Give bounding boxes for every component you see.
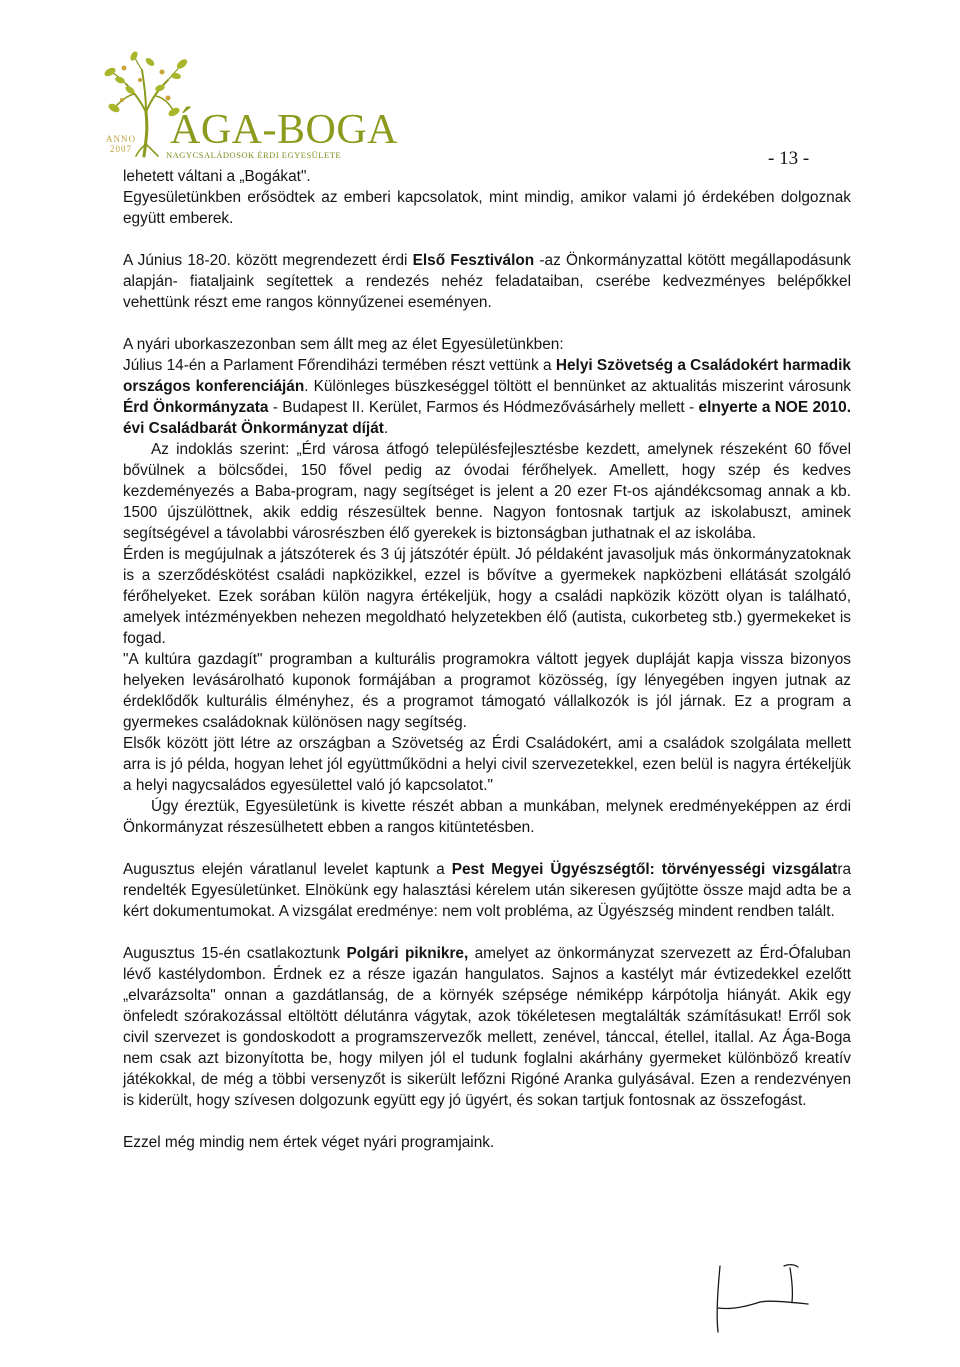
- text-run: A Június 18-20. között megrendezett érdi: [123, 252, 413, 269]
- page-number: - 13 -: [768, 148, 810, 169]
- paragraph: [123, 859, 851, 922]
- paragraph-gap: [123, 229, 851, 250]
- paragraph-gap: [123, 838, 851, 859]
- logo-year-badge: [106, 134, 136, 154]
- handwritten-signature-icon: [698, 1258, 828, 1338]
- paragraph: [123, 439, 851, 544]
- bold-text-run: elnyerte a NOE 2010. évi Családbarát Önkormányzat díját: [123, 399, 851, 437]
- paragraph-gap: [123, 1111, 851, 1132]
- text-run: . Különleges büszkeséggel töltött el bennünket az aktualitás miszerint városunk: [304, 378, 851, 395]
- paragraph: [123, 796, 851, 838]
- org-logo: [96, 50, 398, 160]
- paragraph: [123, 1132, 851, 1153]
- paragraph: [123, 943, 851, 1111]
- text-run: .: [383, 420, 389, 437]
- paragraph: [123, 733, 851, 796]
- paragraph: [123, 544, 851, 649]
- bold-text-run: Pest Megyei Ügyészségtől: törvényességi vizsgálat: [451, 861, 838, 878]
- text-run: Az indoklás szerint: „Érd városa átfogó településfejlesztésbe kezdett, amelynek részeként 60 fővel bővülnek a bölcsődei, 150 fővel pedig az óvodai férőhelyek. Amellett, hogy szép és kedves kezdeményezés a Baba-program, nagy segítséget is jelent a 20 ezer Ft-os ajándékcsomag annak a kb. 1500 újszülöttnek, akik eddig részesültek benne. Nagyon fontosnak tartjuk az iskolabuszt, aminek segítségével a távolabbi városrészben élő gyerekek is biztonságban juthatnak el az iskolába.: [123, 441, 851, 542]
- paragraph: [123, 166, 851, 187]
- text-run: A nyári uborkaszezonban sem állt meg az élet Egyesületünkben:: [123, 336, 564, 353]
- bold-text-run: Első Fesztiválon: [412, 252, 535, 269]
- document-body: [123, 166, 851, 1153]
- bold-text-run: Polgári piknikre,: [346, 945, 469, 962]
- bold-text-run: Helyi Szövetség a Családokért harmadik országos konferenciáján: [123, 357, 851, 395]
- paragraph: [123, 187, 851, 229]
- text-run: Augusztus 15-én csatlakoztunk: [123, 945, 347, 962]
- text-run: Egyesületünkben erősödtek az emberi kapcsolatok, mint mindig, amikor valami jó érdekében dolgoznak együtt emberek.: [123, 189, 851, 227]
- paragraph-gap: [123, 313, 851, 334]
- text-run: - Budapest II. Kerület, Farmos és Hódmezővásárhely mellett -: [268, 399, 699, 416]
- paragraph: [123, 250, 851, 313]
- text-run: Úgy éreztük, Egyesületünk is kivette részét abban a munkában, melynek eredményeképpen az érdi Önkormányzat részesülhetett ebben a rangos kitüntetésben.: [123, 798, 851, 836]
- paragraph: [123, 649, 851, 733]
- text-run: Ezzel még mindig nem értek véget nyári programjaink.: [123, 1134, 495, 1151]
- logo-title: ÁGA-BOGA: [170, 107, 398, 153]
- text-run: "A kultúra gazdagít" programban a kulturális programokra váltott jegyek dupláját kapja vissza bizonyos helyeken levásárolható kuponok formájában a programot közösség, így lényegében ingyen jutnak az érdeklődők kulturális élményhez, és a programot támogató vállalkozók is jól járnak. Ez a program a gyermekes családoknak különösen nagy segítség.: [123, 651, 851, 731]
- text-run: lehetett váltani a „Bogákat".: [123, 168, 311, 185]
- bold-text-run: Érd Önkormányzata: [123, 399, 269, 416]
- paragraph-gap: [123, 922, 851, 943]
- text-run: ra rendelték Egyesületünket. Elnökünk egy halasztási kérelem után sikeresen gyűjtötte össze majd adta be a kért dokumentumokat. A vizsgálat eredménye: nem volt probléma, az Ügyészség mindent rendben talált.: [123, 861, 851, 920]
- paragraph: [123, 355, 851, 439]
- text-run: Augusztus elején váratlanul levelet kaptunk a: [123, 861, 452, 878]
- text-run: amelyet az önkormányzat szervezett az Érd-Ófaluban lévő kastélydombon. Érdnek ez a része igazán hangulatos. Sajnos a kastélyt már évtizedekkel ezelőtt „elvarázsolta" onnan a gazdátlanság, de a környék szépsége némiképp kárpótolja hiányát. Akik egy önfeledt szórakozással eltöltött délutánra vágytak, azok tökéletesen megtalálták számításukat! Erről sok civil szervezet is gondoskodott a programszervezők mellett, zenével, tánccal, étellel, itallal. Az Ága-Boga nem csak azt bizonyította be, hogy milyen jól el tudunk foglalni akárhány gyermeket különböző kreatív játékokkal, de még a többi versenyzőt is sikerült lefőzni Rigóné Aranka gulyásával. Ezen a rendezvényen is kiderült, hogy szívesen dolgozunk együtt egy jó ügyért, és sokan tartjuk fontosnak az összefogást.: [123, 945, 851, 1109]
- text-run: Július 14-én a Parlament Főrendiházi termében részt vettünk a: [123, 357, 556, 374]
- logo-anno-year: 2007: [110, 144, 132, 154]
- paragraph: [123, 334, 851, 355]
- logo-anno-label: ANNO: [106, 134, 136, 144]
- text-run: -az Önkormányzattal kötött megállapodásunk alapján- fiataljaink segítettek a rendezés nehéz feladataiban, cserébe kedvezményes belépőkkel vehettünk részt eme rangos könnyűzenei eseményen.: [123, 252, 852, 311]
- text-run: Elsők között jött létre az országban a Szövetség az Érdi Családokért, ami a családok szolgálata mellett arra is jó példa, hogyan lehet jól együttműködni a helyi civil szervezetekkel, ezen belül is nagyra értékeljük a helyi nagycsaládos egyesülettel való jó kapcsolatot.": [123, 735, 851, 794]
- text-run: Érden is megújulnak a játszóterek és 3 új játszótér épült. Jó példaként javasoljuk más önkormányzatoknak is a szerződéskötést családi napközikkel, ezzel is bővítve a gyermekek napközbeni ellátását szolgáló férőhelyeket. Ezek sorában külön nagyra értékeljük, hogy a családi napközik között olyan is található, amelyek intézményekben nehezen megoldható helyzetekben élő (autista, cukorbeteg stb.) gyermekeket is fogad.: [123, 546, 851, 647]
- logo-subtitle: NAGYCSALÁDOSOK ÉRDI EGYESÜLETE: [166, 150, 342, 160]
